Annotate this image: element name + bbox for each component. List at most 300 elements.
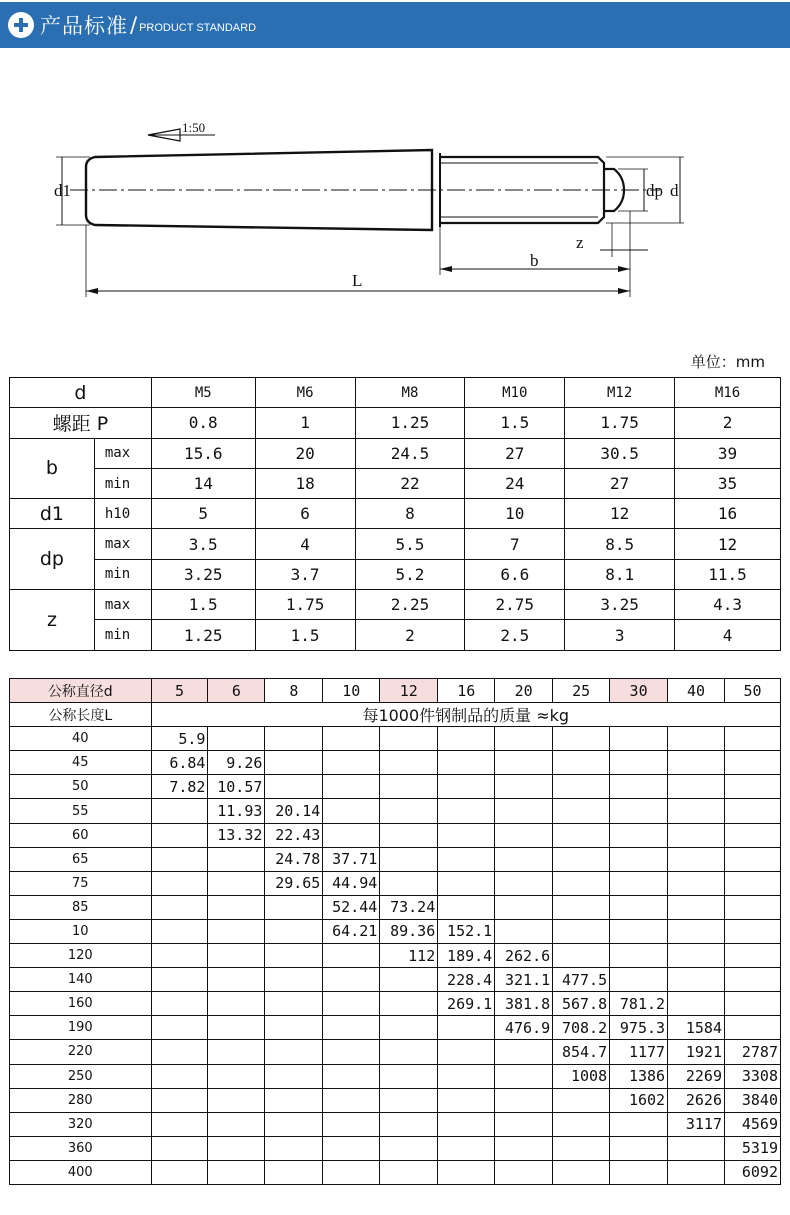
b-min-value: 18 xyxy=(255,468,355,498)
size-header: M5 xyxy=(151,378,255,408)
weight-cell: 112 xyxy=(380,944,438,968)
weight-cell: 5319 xyxy=(724,1136,780,1160)
weight-cell xyxy=(495,1160,553,1184)
weight-cell: 13.32 xyxy=(208,823,265,847)
weight-cell xyxy=(668,799,725,823)
weight-cell xyxy=(380,1136,438,1160)
weight-cell xyxy=(610,1112,668,1136)
length-cell: 45 xyxy=(10,751,152,775)
pitch-value: 1 xyxy=(255,408,355,438)
dp-max-value: 4 xyxy=(255,529,355,559)
weight-cell xyxy=(151,895,208,919)
diameter-header: 25 xyxy=(553,679,610,703)
length-cell: 360 xyxy=(10,1136,152,1160)
weight-cell xyxy=(151,1016,208,1040)
b-label: b xyxy=(530,251,539,270)
weight-cell xyxy=(265,1040,323,1064)
weight-cell xyxy=(323,1112,380,1136)
z-max-value: 2.25 xyxy=(355,590,465,620)
length-cell: 140 xyxy=(10,968,152,992)
dp-max-label: max xyxy=(94,529,151,559)
diameter-header: 12 xyxy=(380,679,438,703)
weight-cell xyxy=(151,1088,208,1112)
b-min-row xyxy=(10,468,781,498)
L-label: L xyxy=(352,271,363,290)
z-max-value: 4.3 xyxy=(675,590,781,620)
weight-cell xyxy=(323,1160,380,1184)
weight-cell xyxy=(151,1040,208,1064)
weight-cell: 73.24 xyxy=(380,895,438,919)
weight-cell: 2269 xyxy=(668,1064,725,1088)
weight-cell xyxy=(553,1088,610,1112)
weight-cell xyxy=(724,823,780,847)
weight-cell xyxy=(553,871,610,895)
weight-cell xyxy=(610,751,668,775)
b-max-label: max xyxy=(94,438,151,468)
length-cell: 60 xyxy=(10,823,152,847)
weight-cell: 89.36 xyxy=(380,919,438,943)
weight-cell xyxy=(265,1064,323,1088)
weight-cell xyxy=(438,799,495,823)
weight-cell xyxy=(438,895,495,919)
dp-min-value: 5.2 xyxy=(355,559,465,589)
dp-max-value: 7 xyxy=(465,529,565,559)
weight-cell xyxy=(495,1088,553,1112)
weight-cell: 3840 xyxy=(724,1088,780,1112)
size-header: M10 xyxy=(465,378,565,408)
weight-row xyxy=(10,1040,781,1064)
weight-cell xyxy=(495,775,553,799)
weight-cell xyxy=(265,944,323,968)
weight-cell xyxy=(668,944,725,968)
weight-cell xyxy=(151,823,208,847)
weight-cell xyxy=(380,727,438,751)
length-header-label: 公称长度L xyxy=(10,703,152,727)
diameter-header: 30 xyxy=(610,679,668,703)
weight-cell xyxy=(323,727,380,751)
weight-cell xyxy=(438,1136,495,1160)
weight-cell: 975.3 xyxy=(610,1016,668,1040)
dp-max-value: 8.5 xyxy=(565,529,675,559)
pitch-value: 2 xyxy=(675,408,781,438)
weight-cell xyxy=(438,1040,495,1064)
z-min-value: 2 xyxy=(355,620,465,650)
weight-cell xyxy=(380,968,438,992)
weight-cell xyxy=(323,799,380,823)
weight-cell: 44.94 xyxy=(323,871,380,895)
weight-row xyxy=(10,1016,781,1040)
weight-cell xyxy=(610,871,668,895)
banner-subtitle: PRODUCT STANDARD xyxy=(139,22,257,34)
weight-cell: 6.84 xyxy=(151,751,208,775)
d1-value: 8 xyxy=(355,499,465,529)
weight-cell xyxy=(208,1064,265,1088)
pitch-label: 螺距 P xyxy=(10,408,152,438)
diameter-header: 10 xyxy=(323,679,380,703)
weight-row xyxy=(10,871,781,895)
diameter-header: 20 xyxy=(495,679,553,703)
weight-cell xyxy=(208,871,265,895)
weight-cell xyxy=(724,919,780,943)
weight-cell xyxy=(151,944,208,968)
weight-row xyxy=(10,895,781,919)
weight-row xyxy=(10,1112,781,1136)
weight-cell: 7.82 xyxy=(151,775,208,799)
z-min-row xyxy=(10,620,781,650)
size-header: M12 xyxy=(565,378,675,408)
weight-cell xyxy=(668,751,725,775)
weight-cell xyxy=(553,799,610,823)
weight-cell xyxy=(610,919,668,943)
weight-cell xyxy=(323,1136,380,1160)
weight-cell xyxy=(724,895,780,919)
weight-cell xyxy=(380,871,438,895)
weight-cell xyxy=(151,1136,208,1160)
weight-cell xyxy=(553,1112,610,1136)
weight-row xyxy=(10,727,781,751)
weight-cell: 1584 xyxy=(668,1016,725,1040)
weight-cell xyxy=(724,847,780,871)
weight-cell xyxy=(495,727,553,751)
weight-cell xyxy=(151,847,208,871)
unit-label: 单位：mm xyxy=(690,353,765,371)
weight-cell: 6092 xyxy=(724,1160,780,1184)
weight-cell xyxy=(323,823,380,847)
weight-cell xyxy=(208,727,265,751)
weight-cell xyxy=(610,823,668,847)
weight-cell xyxy=(610,944,668,968)
weight-row xyxy=(10,1088,781,1112)
dp-min-value: 11.5 xyxy=(675,559,781,589)
weight-cell xyxy=(553,823,610,847)
weight-cell: 5.9 xyxy=(151,727,208,751)
weight-cell xyxy=(553,751,610,775)
weight-cell xyxy=(495,1112,553,1136)
weight-cell xyxy=(495,1064,553,1088)
weight-cell xyxy=(265,727,323,751)
dp-max-row xyxy=(10,529,781,559)
weight-cell xyxy=(380,1160,438,1184)
weight-cell xyxy=(208,919,265,943)
weight-cell xyxy=(151,871,208,895)
banner-separator: / xyxy=(130,13,138,37)
weight-cell xyxy=(553,919,610,943)
weight-cell xyxy=(438,1112,495,1136)
length-cell: 50 xyxy=(10,775,152,799)
weight-cell xyxy=(151,799,208,823)
weight-cell xyxy=(610,727,668,751)
weight-cell xyxy=(151,1160,208,1184)
weight-cell xyxy=(265,992,323,1016)
diameter-header: 5 xyxy=(151,679,208,703)
weight-cell: 11.93 xyxy=(208,799,265,823)
banner-title: 产品标准 xyxy=(40,14,128,38)
dp-min-value: 3.7 xyxy=(255,559,355,589)
dp-label: dp xyxy=(10,529,95,590)
spec-header-d: d xyxy=(10,378,152,408)
weight-cell xyxy=(438,1160,495,1184)
d1-value: 12 xyxy=(565,499,675,529)
weight-cell xyxy=(323,1064,380,1088)
weight-cell xyxy=(724,944,780,968)
weight-cell: 189.4 xyxy=(438,944,495,968)
length-cell: 120 xyxy=(10,944,152,968)
weight-cell: 1008 xyxy=(553,1064,610,1088)
b-max-value: 15.6 xyxy=(151,438,255,468)
d1-row xyxy=(10,499,781,529)
weight-cell: 3308 xyxy=(724,1064,780,1088)
weight-cell xyxy=(610,799,668,823)
weight-cell xyxy=(553,847,610,871)
diameter-header: 50 xyxy=(724,679,780,703)
weight-cell: 1602 xyxy=(610,1088,668,1112)
weight-cell xyxy=(668,895,725,919)
weight-cell: 854.7 xyxy=(553,1040,610,1064)
weight-cell xyxy=(724,799,780,823)
weight-cell xyxy=(380,1088,438,1112)
z-min-value: 3 xyxy=(565,620,675,650)
weight-cell xyxy=(151,992,208,1016)
weight-cell xyxy=(438,727,495,751)
weight-cell xyxy=(151,1064,208,1088)
weight-cell xyxy=(553,1160,610,1184)
dp-min-value: 6.6 xyxy=(465,559,565,589)
header-banner xyxy=(0,2,790,48)
weight-cell xyxy=(380,1016,438,1040)
weight-cell xyxy=(724,727,780,751)
weight-cell xyxy=(495,1040,553,1064)
weight-cell xyxy=(610,847,668,871)
b-min-label: min xyxy=(94,468,151,498)
weight-cell xyxy=(553,944,610,968)
weight-cell: 9.26 xyxy=(208,751,265,775)
b-max-row xyxy=(10,438,781,468)
z-label: z xyxy=(10,590,95,651)
length-cell: 280 xyxy=(10,1088,152,1112)
weight-row xyxy=(10,1136,781,1160)
weight-row xyxy=(10,1064,781,1088)
z-min-value: 1.5 xyxy=(255,620,355,650)
b-max-value: 24.5 xyxy=(355,438,465,468)
weight-cell: 228.4 xyxy=(438,968,495,992)
weight-cell xyxy=(208,944,265,968)
spec-table xyxy=(9,377,781,651)
weight-cell xyxy=(668,823,725,847)
weight-cell xyxy=(438,871,495,895)
b-max-value: 27 xyxy=(465,438,565,468)
weight-cell xyxy=(208,1040,265,1064)
weight-cell: 64.21 xyxy=(323,919,380,943)
diameter-header-label: 公称直径d xyxy=(10,679,152,703)
weight-cell xyxy=(380,992,438,1016)
weight-cell xyxy=(610,1136,668,1160)
weight-cell xyxy=(438,1016,495,1040)
z-max-value: 1.5 xyxy=(151,590,255,620)
weight-cell: 20.14 xyxy=(265,799,323,823)
b-min-value: 27 xyxy=(565,468,675,498)
weight-cell xyxy=(208,1112,265,1136)
b-max-value: 39 xyxy=(675,438,781,468)
weight-cell xyxy=(151,919,208,943)
weight-cell xyxy=(265,1136,323,1160)
weight-cell: 29.65 xyxy=(265,871,323,895)
weight-cell xyxy=(208,1160,265,1184)
weight-cell xyxy=(668,1136,725,1160)
z-max-value: 3.25 xyxy=(565,590,675,620)
size-header: M8 xyxy=(355,378,465,408)
weight-cell xyxy=(668,1160,725,1184)
length-cell: 40 xyxy=(10,727,152,751)
weight-cell xyxy=(323,992,380,1016)
weight-cell xyxy=(610,1160,668,1184)
z-min-value: 2.5 xyxy=(465,620,565,650)
weight-cell: 3117 xyxy=(668,1112,725,1136)
pitch-value: 0.8 xyxy=(151,408,255,438)
weight-row xyxy=(10,992,781,1016)
weight-cell xyxy=(724,968,780,992)
weight-cell xyxy=(208,1136,265,1160)
weight-cell xyxy=(380,751,438,775)
dp-min-value: 8.1 xyxy=(565,559,675,589)
z-label: z xyxy=(576,233,584,252)
weight-cell xyxy=(265,775,323,799)
weight-cell xyxy=(724,992,780,1016)
weight-cell: 708.2 xyxy=(553,1016,610,1040)
spec-header-row xyxy=(10,378,781,408)
weight-cell xyxy=(380,1064,438,1088)
z-max-value: 2.75 xyxy=(465,590,565,620)
weight-cell xyxy=(323,751,380,775)
weight-cell xyxy=(208,992,265,1016)
weight-cell xyxy=(724,775,780,799)
pitch-value: 1.25 xyxy=(355,408,465,438)
weight-cell xyxy=(265,919,323,943)
weight-cell xyxy=(438,775,495,799)
z-max-label: max xyxy=(94,590,151,620)
weight-cell xyxy=(495,1136,553,1160)
weight-cell xyxy=(265,1160,323,1184)
weight-cell xyxy=(610,775,668,799)
weight-cell xyxy=(323,1016,380,1040)
d1-label: d1 xyxy=(54,181,71,200)
weight-cell xyxy=(668,919,725,943)
weight-cell xyxy=(380,847,438,871)
dp-max-value: 12 xyxy=(675,529,781,559)
z-max-row xyxy=(10,590,781,620)
diameter-header: 40 xyxy=(668,679,725,703)
weight-cell: 4569 xyxy=(724,1112,780,1136)
weight-cell xyxy=(438,751,495,775)
length-cell: 75 xyxy=(10,871,152,895)
weight-table xyxy=(9,678,781,1185)
weight-cell xyxy=(151,968,208,992)
weight-cell xyxy=(495,823,553,847)
weight-cell xyxy=(438,1088,495,1112)
weight-cell xyxy=(668,847,725,871)
weight-cell xyxy=(380,1040,438,1064)
weight-cell xyxy=(438,847,495,871)
weight-cell xyxy=(380,823,438,847)
b-max-value: 30.5 xyxy=(565,438,675,468)
weight-cell xyxy=(380,799,438,823)
weight-cell xyxy=(495,799,553,823)
weight-cell: 269.1 xyxy=(438,992,495,1016)
length-cell: 55 xyxy=(10,799,152,823)
d1-tolerance: h10 xyxy=(94,499,151,529)
d1-value: 10 xyxy=(465,499,565,529)
weight-cell xyxy=(724,871,780,895)
weight-cell: 1386 xyxy=(610,1064,668,1088)
weight-cell xyxy=(668,775,725,799)
weight-row xyxy=(10,944,781,968)
weight-cell xyxy=(668,871,725,895)
dp-max-value: 3.5 xyxy=(151,529,255,559)
length-cell: 190 xyxy=(10,1016,152,1040)
weight-cell: 52.44 xyxy=(323,895,380,919)
d1-value: 5 xyxy=(151,499,255,529)
dp-min-label: min xyxy=(94,559,151,589)
length-cell: 65 xyxy=(10,847,152,871)
z-min-label: min xyxy=(94,620,151,650)
z-min-value: 4 xyxy=(675,620,781,650)
weight-cell xyxy=(438,823,495,847)
weight-cell xyxy=(553,727,610,751)
length-cell: 85 xyxy=(10,895,152,919)
length-cell: 220 xyxy=(10,1040,152,1064)
weight-cell: 2787 xyxy=(724,1040,780,1064)
weight-caption: 每1000件钢制品的质量 ≈kg xyxy=(151,703,780,727)
weight-row xyxy=(10,847,781,871)
pitch-value: 1.75 xyxy=(565,408,675,438)
z-min-value: 1.25 xyxy=(151,620,255,650)
d1-label: d1 xyxy=(10,499,95,529)
weight-cell xyxy=(208,968,265,992)
weight-cell xyxy=(323,1040,380,1064)
b-label: b xyxy=(10,438,95,499)
plus-circle-icon xyxy=(8,12,34,38)
length-cell: 400 xyxy=(10,1160,152,1184)
weight-cell xyxy=(380,775,438,799)
weight-cell xyxy=(495,895,553,919)
weight-row xyxy=(10,919,781,943)
weight-cell xyxy=(553,1136,610,1160)
weight-cell: 22.43 xyxy=(265,823,323,847)
weight-row xyxy=(10,775,781,799)
pitch-row xyxy=(10,408,781,438)
weight-cell: 2626 xyxy=(668,1088,725,1112)
size-header: M16 xyxy=(675,378,781,408)
weight-cell xyxy=(553,775,610,799)
dp-max-value: 5.5 xyxy=(355,529,465,559)
weight-row xyxy=(10,751,781,775)
weight-cell: 321.1 xyxy=(495,968,553,992)
weight-cell xyxy=(151,1112,208,1136)
length-cell: 250 xyxy=(10,1064,152,1088)
b-min-value: 35 xyxy=(675,468,781,498)
weight-cell xyxy=(724,1016,780,1040)
weight-cell xyxy=(265,1016,323,1040)
weight-cell xyxy=(668,992,725,1016)
weight-row xyxy=(10,799,781,823)
b-min-value: 14 xyxy=(151,468,255,498)
z-max-value: 1.75 xyxy=(255,590,355,620)
length-cell: 320 xyxy=(10,1112,152,1136)
dp-min-row xyxy=(10,559,781,589)
diameter-header: 8 xyxy=(265,679,323,703)
b-min-value: 22 xyxy=(355,468,465,498)
weight-cell xyxy=(495,871,553,895)
dp-min-value: 3.25 xyxy=(151,559,255,589)
